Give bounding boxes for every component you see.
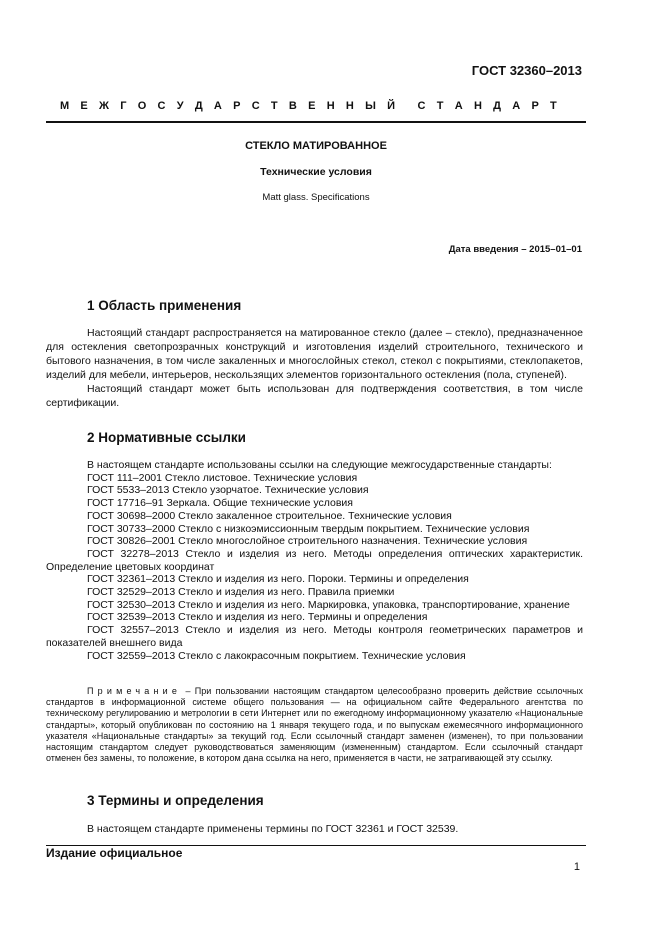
banner-letter: Г <box>120 100 127 112</box>
banner-letter: Д <box>194 100 203 112</box>
banner-letter: О <box>137 100 147 112</box>
banner-letter: Т <box>550 100 557 112</box>
banner-letter: Д <box>493 100 501 112</box>
reference-item: ГОСТ 17716–91 Зеркала. Общие технические условия <box>87 497 353 510</box>
banner-letter: А <box>512 100 521 112</box>
banner-letter: Р <box>531 100 539 112</box>
banner-letter: Й <box>387 100 396 112</box>
banner-letter: С <box>251 100 260 112</box>
reference-item: ГОСТ 5533–2013 Стекло узорчатое. Технические условия <box>87 484 369 497</box>
banner-letter: М <box>60 100 70 112</box>
banner-letter: У <box>176 100 184 112</box>
section-1-heading: 1 Область применения <box>87 298 242 313</box>
section-1-body <box>46 326 583 410</box>
reference-item: ГОСТ 32361–2013 Стекло и изделия из него. Пороки. Термины и определения <box>87 573 469 586</box>
paragraph: Настоящий стандарт распространяется на матированное стекло (далее – стекло), предназначенное для остекления светопрозрачных конструкций и изготовления изделий строительного, технического и бытового назначения, в том числе закаленных и многослойных стекол, стекол с покрытиями, стеклопакетов, изделий для мебели, интерьеров, нескользящих элементов горизонтального остекления (пола, ступеней). <box>46 327 583 381</box>
section-3-body <box>46 822 583 836</box>
document-subtitle: Технические условия <box>260 166 372 178</box>
section-2-heading: 2 Нормативные ссылки <box>87 430 246 445</box>
reference-item: ГОСТ 32278–2013 Стекло и изделия из него. Методы определения оптических характеристик. Определение цветовых координат <box>46 547 583 573</box>
banner-letter: Е <box>308 100 316 112</box>
banner-letter: Р <box>233 100 241 112</box>
banner-letter: А <box>213 100 222 112</box>
banner-letter: С <box>417 100 426 112</box>
header-rule <box>46 121 586 123</box>
references-list <box>46 459 583 662</box>
banner-letter: Н <box>473 100 482 112</box>
note-text: – При пользовании настоящим стандартом целесообразно проверить действие ссылочных стандартов в информационной системе общего пользования — на официальном сайте Федерального агентства по техническому регулированию и метрологии в сети Интернет или по ежегодному информационному указателю «Национальные стандарты», который опубликован по состоянию на 1 января текущего года, и по выпускам ежемесячного информационного указателя «Национальные стандарты» за текущий год. Если ссылочный стандарт заменен (изменен), то при пользовании настоящим стандартом следует руководствоваться заменяющим (измененным) стандартом. Если ссылочный стандарт отменен без замены, то положение, в котором дана ссылка на него, применяется в части, не затрагивающей эту ссылку. <box>46 686 583 764</box>
section-3-heading: 3 Термины и определения <box>87 793 264 808</box>
banner-letter: Т <box>270 100 278 112</box>
document-title: СТЕКЛО МАТИРОВАННОЕ <box>245 140 387 152</box>
reference-item: ГОСТ 111–2001 Стекло листовое. Технические условия <box>87 471 358 484</box>
reference-item: ГОСТ 32539–2013 Стекло и изделия из него. Термины и определения <box>87 611 428 624</box>
note-label: Примечание <box>87 686 182 696</box>
official-edition-label: Издание официальное <box>46 846 183 860</box>
reference-item: ГОСТ 32529–2013 Стекло и изделия из него. Правила приемки <box>87 586 395 599</box>
english-title: Matt glass. Specifications <box>262 192 370 203</box>
interstate-standard-banner <box>60 100 557 112</box>
introduction-date: Дата введения – 2015–01–01 <box>448 244 582 255</box>
reference-item: ГОСТ 30698–2000 Стекло закаленное строительное. Технические условия <box>87 509 452 522</box>
reference-item: ГОСТ 30733–2000 Стекло с низкоэмиссионным твердым покрытием. Технические условия <box>87 522 530 535</box>
banner-letter: Н <box>326 100 335 112</box>
banner-letter: Ж <box>99 100 109 112</box>
banner-letter: С <box>157 100 166 112</box>
banner-letter: Т <box>436 100 444 112</box>
reference-item: ГОСТ 32557–2013 Стекло и изделия из него. Методы контроля геометрических параметров и показателей внешнего вида <box>46 624 583 649</box>
reference-item: ГОСТ 30826–2001 Стекло многослойное строительного назначения. Технические условия <box>87 535 528 548</box>
paragraph: В настоящем стандарте применены термины по ГОСТ 32361 и ГОСТ 32539. <box>87 823 459 835</box>
paragraph: Настоящий стандарт может быть использован для подтверждения соответствия, в том числе сертификации. <box>46 383 583 409</box>
standard-code: ГОСТ 32360–2013 <box>471 63 582 78</box>
banner-letter: Ы <box>365 100 376 112</box>
reference-item: ГОСТ 32559–2013 Стекло с лакокрасочным покрытием. Технические условия <box>87 649 466 662</box>
page-number: 1 <box>573 861 580 873</box>
references-intro: В настоящем стандарте использованы ссылки на следующие межгосударственные стандарты: <box>87 459 552 471</box>
banner-letter: Е <box>80 100 88 112</box>
banner-letter: В <box>288 100 297 112</box>
banner-letter: А <box>454 100 463 112</box>
banner-letter: Н <box>345 100 354 112</box>
reference-item: ГОСТ 32530–2013 Стекло и изделия из него. Маркировка, упаковка, транспортирование, хранение <box>87 598 570 611</box>
references-note <box>46 686 583 764</box>
